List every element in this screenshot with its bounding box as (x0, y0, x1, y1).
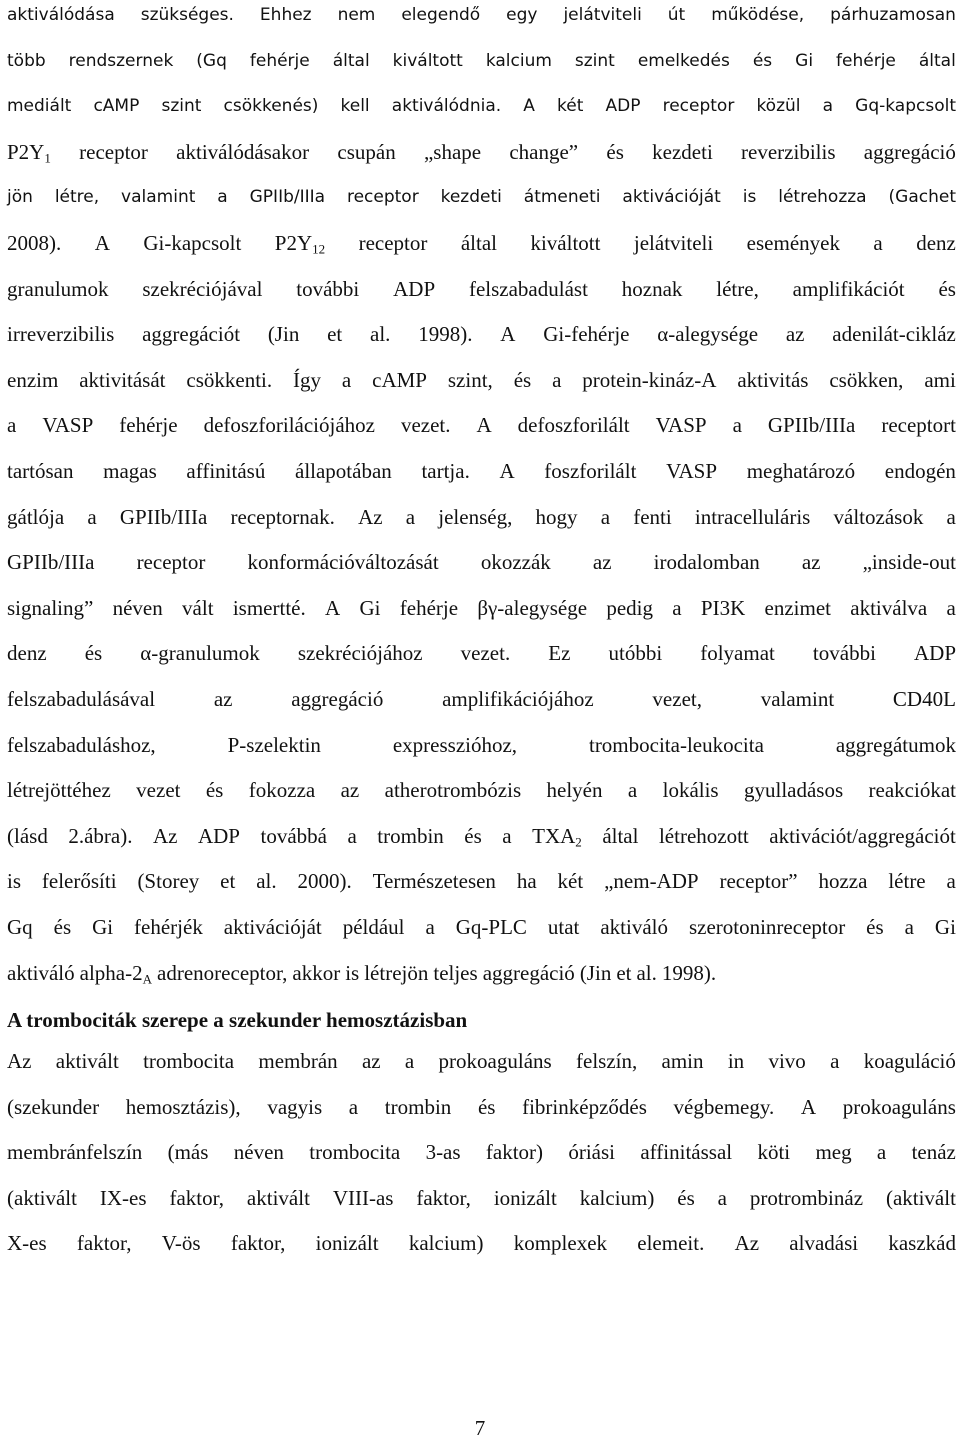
text-line: enzim aktivitását csökkenti. Így a cAMP szint, és a protein-kináz-A aktivitás csökken, ami (7, 367, 956, 392)
text-line: létrejöttéhez vezet és fokozza az atherotrombózis helyén a lokális gyulladásos reakciókat (7, 778, 956, 803)
text-line: Gq és Gi fehérjék aktivációját például a Gq-PLC utat aktiváló szerotoninreceptor és a Gi (7, 915, 956, 939)
text-line: aktiváló alpha-$2_A$ adrenoreceptor, akkor is létrejön teljes aggregáció (Jin et al. 1998). (7, 960, 717, 986)
section-heading: A trombociták szerepe a szekunder hemosztázisban (7, 1008, 468, 1032)
text-line: mediált cAMP szint csökkenés) kell aktiválódnia. A két ADP receptor közül a Gq-kapcsolt (7, 96, 956, 117)
text-line: tartósan magas affinitású állapotában tartja. A foszforilált VASP meghatározó endogén (7, 459, 956, 483)
text-line: több rendszernek (Gq fehérje által kiváltott kalcium szint emelkedés és Gi fehérje által (7, 50, 956, 71)
text-line: granulumok szekréciójával további ADP felszabadulást hoznak létre, amplifikációt és (7, 276, 956, 301)
text-line: (lásd 2.ábra). Az ADP továbbá a trombin és a $TXA_2$ által létrehozott aktivációt/aggregációt (7, 823, 956, 850)
text-line: felszabadulásával az aggregáció amplifikációjához vezet, valamint CD40L (7, 687, 956, 711)
text-line: signaling” néven vált ismertté. A Gi fehérje βγ-alegysége pedig a PI3K enzimet aktiválva a (7, 595, 956, 620)
text-line: X-es faktor, V-ös faktor, ionizált kalcium) komplexek elemeit. Az alvadási kaszkád (7, 1231, 956, 1256)
text-line: membránfelszín (más néven trombocita 3-as faktor) óriási affinitással köti meg a tenáz (7, 1140, 956, 1165)
text-line: aktiválódása szükséges. Ehhez nem elegendő egy jelátviteli út működése, párhuzamosan (7, 5, 956, 25)
text-line: gátlója a GPIIb/IIIa receptornak. Az a jelenség, hogy a fenti intracelluláris változások a (7, 504, 956, 529)
text-line: jön létre, valamint a GPIIb/IIIa receptor kezdeti átmeneti aktivációját is létrehozza (Gachet (7, 187, 956, 208)
text-line: denz és α-granulumok szekréciójához vezet. Ez utóbbi folyamat további ADP (7, 641, 956, 666)
text-line: felszabaduláshoz, P-szelektin expresszióhoz, trombocita-leukocita aggregátumok (7, 732, 956, 757)
text-line: a VASP fehérje defoszforilációjához vezet. A defoszforilált VASP a GPIIb/IIIa receptort (7, 413, 956, 438)
page-number: 7 (474, 1416, 486, 1440)
text-line: irreverzibilis aggregációt (Jin et al. 1998). A Gi-fehérje α-alegysége az adenilát-cikláz (7, 322, 956, 347)
text-line: (aktivált IX-es faktor, aktivált VIII-as faktor, ionizált kalcium) és a protrombináz (aktivált (7, 1185, 956, 1210)
text-line: (szekunder hemosztázis), vagyis a trombin és fibrinképződés végbemegy. A prokoaguláns (7, 1094, 956, 1119)
text-line: GPIIb/IIIa receptor konformációváltozását okozzák az irodalomban az „inside-out (7, 550, 956, 575)
text-line: 2008). A Gi-kapcsolt $P2Y_{12}$ receptor által kiváltott jelátviteli események a denz (7, 231, 956, 257)
text-line: $P2Y_1$ receptor aktiválódásakor csupán „shape change” és kezdeti reverzibilis aggregáció (7, 139, 956, 166)
text-line: is felerősíti (Storey et al. 2000). Természetesen ha két „nem-ADP receptor” hozza létre a (7, 869, 956, 894)
text-line: Az aktivált trombocita membrán az a prokoaguláns felszín, amin in vivo a koaguláció (7, 1049, 956, 1073)
